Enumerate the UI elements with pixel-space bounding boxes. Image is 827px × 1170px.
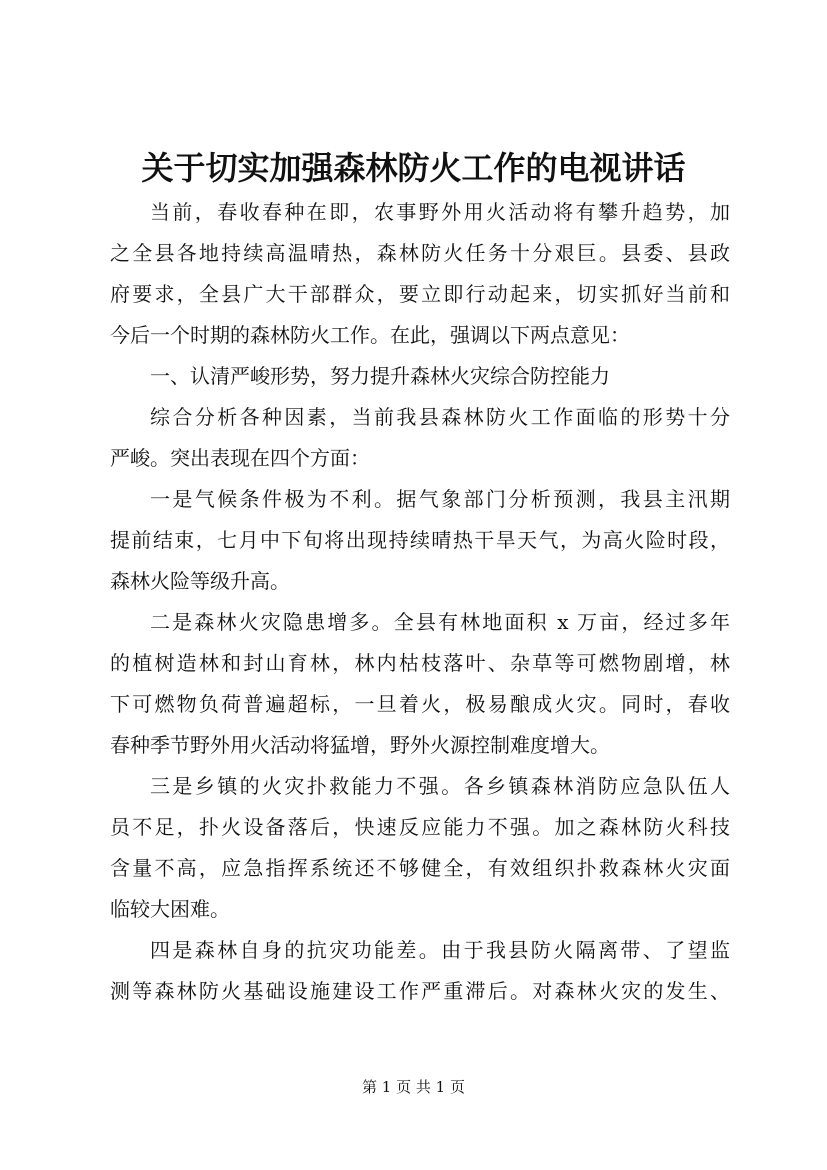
body-line: 今后一个时期的森林防火工作。在此，强调以下两点意见： [110, 323, 630, 347]
body-line: 府要求，全县广大干部群众，要立即行动起来，切实抓好当前和 [110, 282, 730, 306]
body-line: 综合分析各种因素，当前我县森林防火工作面临的形势十分 [150, 405, 730, 429]
body-line: 员不足，扑火设备落后，快速反应能力不强。加之森林防火科技 [110, 815, 730, 839]
body-line: 一是气候条件极为不利。据气象部门分析预测，我县主汛期 [150, 487, 730, 511]
body-line: 当前，春收春种在即，农事野外用火活动将有攀升趋势，加 [150, 200, 730, 224]
body-line: 春种季节野外用火活动将猛增，野外火源控制难度增大。 [110, 733, 610, 757]
body-line: 四是森林自身的抗灾功能差。由于我县防火隔离带、了望监 [150, 938, 730, 962]
body-line: 含量不高，应急指挥系统还不够健全，有效组织扑救森林火灾面 [110, 856, 730, 880]
document-title: 关于切实加强森林防火工作的电视讲话 [141, 149, 686, 187]
body-line: 临较大困难。 [110, 897, 230, 921]
body-line: 严峻。突出表现在四个方面： [110, 446, 370, 470]
body-line: 三是乡镇的火灾扑救能力不强。各乡镇森林消防应急队伍人 [150, 774, 730, 798]
body-line: 测等森林防火基础设施建设工作严重滞后。对森林火灾的发生、 [110, 979, 730, 1003]
document-body [110, 192, 730, 1012]
body-line: 之全县各地持续高温晴热，森林防火任务十分艰巨。县委、县政 [110, 241, 730, 265]
body-line: 森林火险等级升高。 [110, 569, 290, 593]
body-line: 提前结束，七月中下旬将出现持续晴热干旱天气，为高火险时段， [110, 528, 730, 552]
body-line: 二是森林火灾隐患增多。全县有林地面积 x 万亩，经过多年 [150, 610, 730, 634]
body-line: 下可燃物负荷普遍超标，一旦着火，极易酿成火灾。同时，春收 [110, 692, 730, 716]
section-heading: 一、认清严峻形势，努力提升森林火灾综合防控能力 [150, 364, 610, 388]
body-line: 的植树造林和封山育林，林内枯枝落叶、杂草等可燃物剧增，林 [110, 651, 730, 675]
page-footer: 第 1 页 共 1 页 [362, 1078, 465, 1096]
